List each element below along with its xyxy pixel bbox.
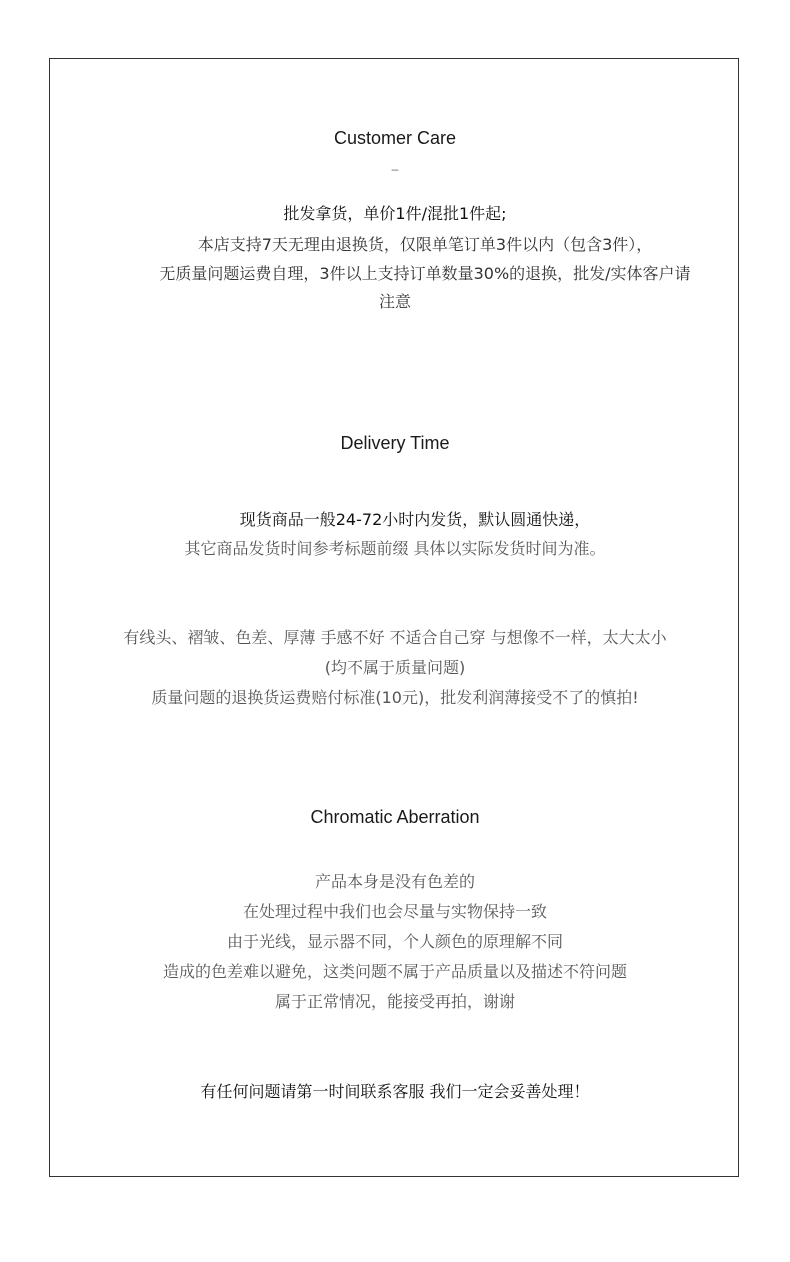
delivery-time-other-line: 其它商品发货时间参考标题前缀 具体以实际发货时间为准。 (184, 539, 606, 558)
customer-care-return-line: 本店支持7天无理由退换货，仅限单笔订单3件以内（包含3件）， (197, 235, 653, 254)
customer-care-wholesale-line: 批发拿货，单价1件/混批1件起; (283, 204, 507, 223)
customer-care-notice-line: 注意 (378, 292, 411, 311)
quality-note-exclusion: (均不属于质量问题) (324, 658, 466, 677)
customer-care-divider: – (391, 162, 399, 176)
customer-care-fee-line: 无质量问题运费自理，3件以上支持订单数量30%的退换，批发/实体客户请 (159, 264, 691, 283)
chromatic-line-2: 在处理过程中我们也会尽量与实物保持一致 (242, 902, 547, 921)
chromatic-line-4: 造成的色差难以避免，这类问题不属于产品质量以及描述不符问题 (162, 962, 627, 981)
chromatic-aberration-title: Chromatic Aberration (310, 807, 480, 827)
quality-note-line: 有线头、褶皱、色差、厚薄 手感不好 不适合自己穿 与想像不一样，太大太小 (123, 628, 667, 647)
quality-note-compensation: 质量问题的退换货运费赔付标准(10元)，批发利润薄接受不了的慎拍! (151, 688, 639, 707)
chromatic-line-3: 由于光线，显示器不同，个人颜色的原理解不同 (226, 932, 563, 951)
chromatic-line-5: 属于正常情况，能接受再拍，谢谢 (274, 992, 515, 1011)
customer-care-title: Customer Care (333, 128, 457, 148)
delivery-time-title: Delivery Time (340, 433, 450, 453)
delivery-time-dispatch-line: 现货商品一般24-72小时内发货，默认圆通快递， (239, 510, 591, 529)
contact-customer-service-line: 有任何问题请第一时间联系客服 我们一定会妥善处理！ (200, 1082, 590, 1101)
chromatic-line-1: 产品本身是没有色差的 (314, 872, 475, 891)
